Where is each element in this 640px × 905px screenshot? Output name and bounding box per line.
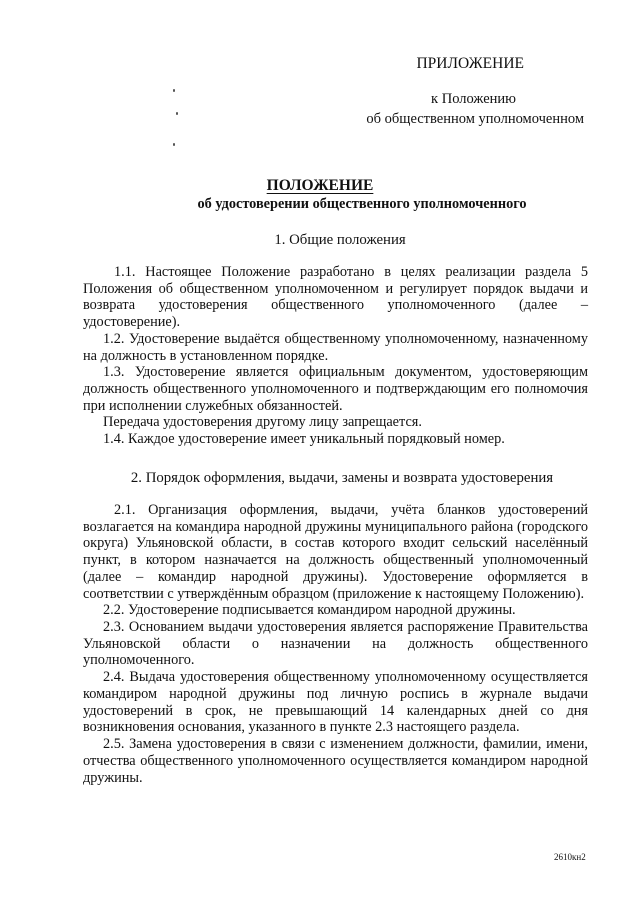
scan-speck (173, 89, 175, 92)
section-1-body (83, 264, 588, 448)
document-title: ПОЛОЖЕНИЕ (266, 177, 374, 194)
footer-code: 2610кн2 (554, 852, 586, 862)
section-2-heading: 2. Порядок оформления, выдачи, замены и возврата удостоверения (130, 470, 554, 486)
document-subtitle: об удостоверении общественного уполномоченного (197, 196, 527, 212)
paragraph-2-1: 2.1. Организация оформления, выдачи, учёта бланков удостоверений возлагается на командира народной дружины муниципального района (городского округа) Ульяновской области, в состав которого входит сельский населённый пункт, в котором назначается на должность общественный уполномоченный (далее – командир народной дружины). Удостоверение оформляется в соответствии с утверждённым образцом (приложение к настоящему Положению). (83, 502, 588, 602)
scan-speck (173, 143, 175, 146)
paragraph-1-1: 1.1. Настоящее Положение разработано в целях реализации раздела 5 Положения об общественном уполномоченном и регулирует порядок выдачи и возврата удостоверения общественного уполномоченного (далее – удостоверение). (83, 264, 588, 331)
paragraph-transfer: Передача удостоверения другому лицу запрещается. (103, 414, 422, 431)
scan-speck (176, 112, 178, 115)
section-2-body (83, 502, 588, 786)
paragraph-1-3: 1.3. Удостоверение является официальным документом, удостоверяющим должность общественного уполномоченного и подтверждающим его полномочия при исполнении служебных обязанностей. (83, 364, 588, 414)
section-1-heading: 1. Общие положения (274, 232, 406, 248)
paragraph-2-5: 2.5. Замена удостоверения в связи с изменением должности, фамилии, имени, отчества общественного уполномоченного осуществляется командиром народной дружины. (83, 736, 588, 786)
appendix-regulation-name: об общественном уполномоченном (366, 111, 584, 127)
appendix-reference: к Положению (431, 91, 516, 107)
paragraph-2-4: 2.4. Выдача удостоверения общественному уполномоченному осуществляется командиром народной дружины под личную роспись в журнале выдачи удостоверений в срок, не превышающий 14 календарных дней со дня возникновения основания, указанного в пункте 2.3 настоящего раздела. (83, 669, 588, 736)
paragraph-1-2: 1.2. Удостоверение выдаётся общественному уполномоченному, назначенному на должность в установленном порядке. (83, 330, 588, 364)
paragraph-1-4: 1.4. Каждое удостоверение имеет уникальный порядковый номер. (103, 431, 505, 448)
appendix-label: ПРИЛОЖЕНИЕ (416, 55, 524, 72)
paragraph-2-2: 2.2. Удостоверение подписывается командиром народной дружины. (103, 602, 516, 619)
paragraph-2-3: 2.3. Основанием выдачи удостоверения является распоряжение Правительства Ульяновской области о назначении на должность общественного уполномоченного. (83, 619, 588, 669)
